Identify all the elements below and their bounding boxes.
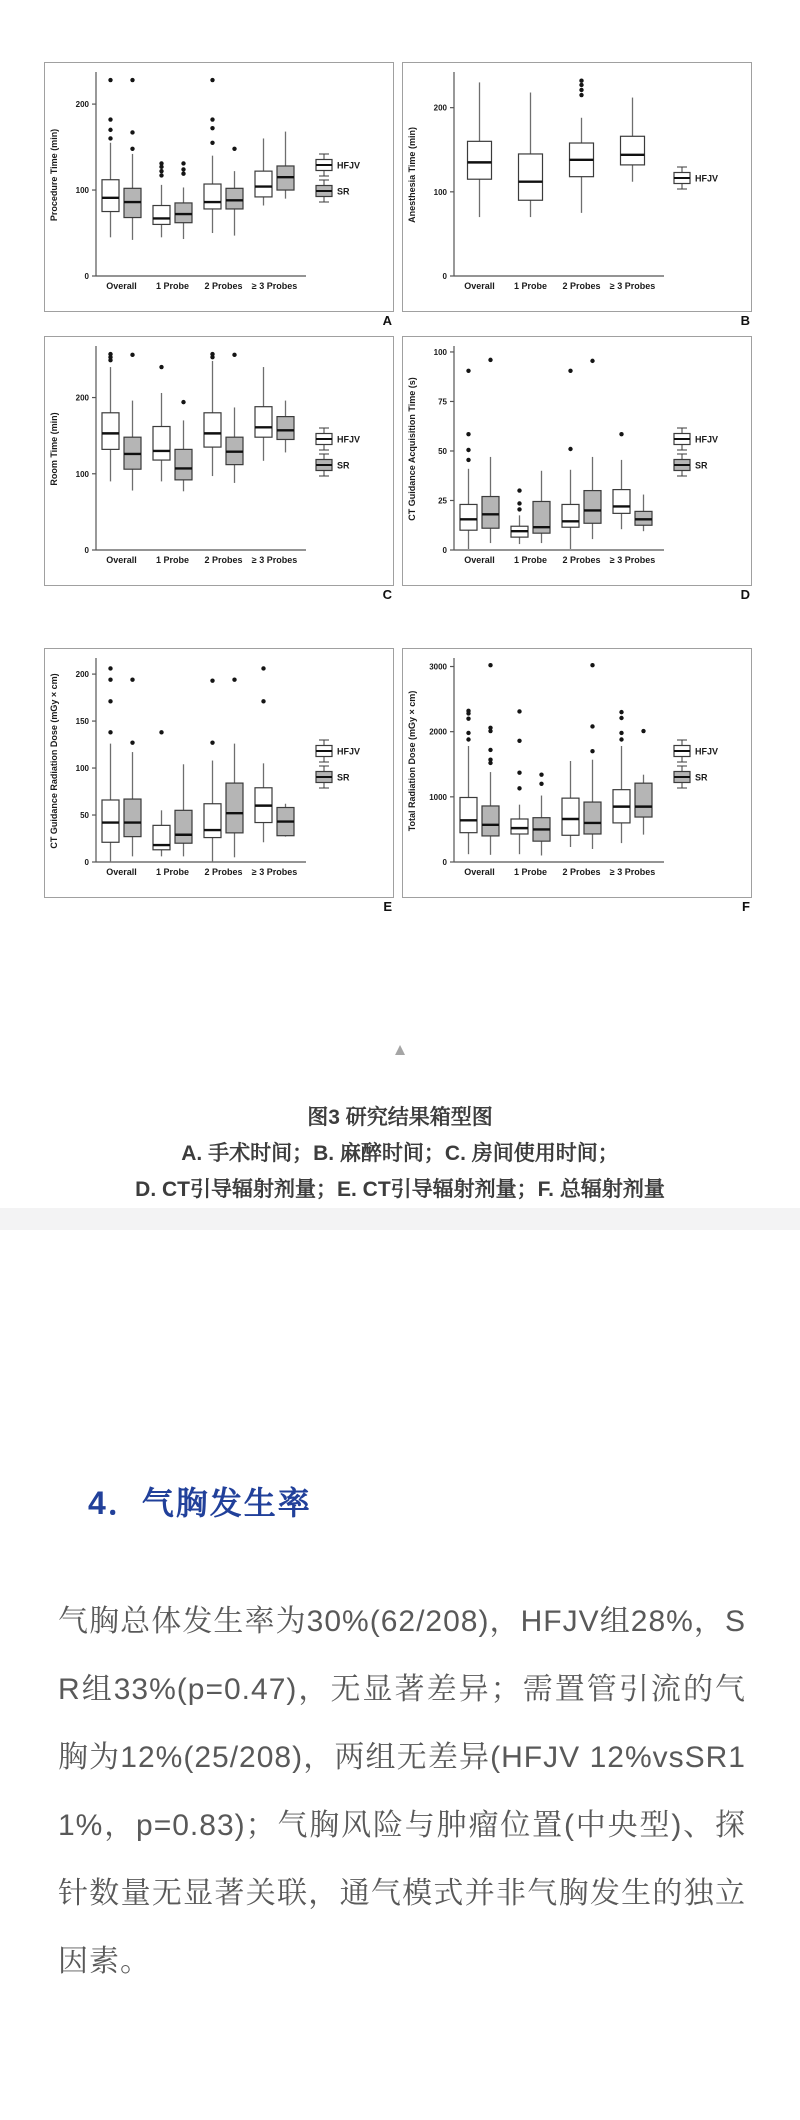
figure-caption-line3: D. CT引导辐射剂量；E. CT引导辐射剂量；F. 总辐射剂量	[135, 1178, 665, 1201]
svg-text:SR: SR	[337, 772, 350, 783]
boxplot-panel-ct-acquisition-time	[402, 336, 752, 606]
svg-text:CT Guidance Acquisition Time (: CT Guidance Acquisition Time (s)	[407, 377, 417, 521]
boxplot-panel-room-time	[44, 336, 394, 606]
svg-text:100: 100	[75, 186, 89, 196]
boxplot-panel-ct-radiation-dose	[44, 648, 394, 918]
svg-text:HFJV: HFJV	[695, 746, 719, 757]
svg-text:200: 200	[75, 393, 89, 403]
svg-text:100: 100	[75, 469, 89, 479]
svg-text:F: F	[742, 899, 750, 914]
svg-text:1 Probe: 1 Probe	[155, 281, 190, 291]
svg-text:SR: SR	[337, 186, 350, 197]
svg-text:3000: 3000	[429, 662, 447, 672]
svg-text:D: D	[740, 587, 750, 602]
svg-text:150: 150	[75, 717, 89, 727]
svg-text:≥ 3 Probes: ≥ 3 Probes	[609, 281, 656, 291]
svg-text:≥ 3 Probes: ≥ 3 Probes	[251, 281, 298, 291]
svg-text:100: 100	[433, 347, 447, 357]
figure-caption-line2: A. 手术时间；B. 麻醉时间；C. 房间使用时间；	[181, 1142, 619, 1165]
svg-text:1 Probe: 1 Probe	[513, 867, 548, 877]
svg-text:≥ 3 Probes: ≥ 3 Probes	[609, 867, 656, 877]
svg-text:0: 0	[442, 272, 447, 281]
svg-text:≥ 3 Probes: ≥ 3 Probes	[251, 867, 298, 877]
svg-text:75: 75	[438, 397, 447, 407]
svg-text:E: E	[383, 899, 392, 914]
body-paragraph: 气胸总体发生率为30%(62/208)，HFJV组28%，SR组33%(p=0.47)，无显著差异；需置管引流的气胸为12%(25/208)，两组无差异(HFJV 12%vsSR11%，p=0.83)；气胸风险与肿瘤位置(中央型)、探针数量无显著关联，通气模式并非气胸发生的独立因素。	[58, 1605, 746, 1978]
svg-text:2 Probes: 2 Probes	[204, 281, 243, 291]
svg-text:HFJV: HFJV	[695, 434, 719, 445]
figure-caption-title: 图3 研究结果箱型图	[307, 1106, 493, 1129]
section-divider	[0, 1208, 800, 1230]
figure-caption	[0, 1100, 800, 1208]
svg-text:Overall: Overall	[464, 555, 495, 565]
section-heading: 4．气胸发生率	[88, 1485, 312, 1521]
svg-text:2 Probes: 2 Probes	[204, 867, 243, 877]
svg-text:Total Radiation Dose (mGy × cm: Total Radiation Dose (mGy × cm)	[407, 690, 417, 832]
svg-text:C: C	[382, 587, 392, 602]
svg-text:Overall: Overall	[464, 867, 495, 877]
svg-text:Overall: Overall	[106, 555, 137, 565]
boxplot-panel-total-radiation-dose	[402, 648, 752, 918]
svg-text:2 Probes: 2 Probes	[562, 281, 601, 291]
svg-text:≥ 3 Probes: ≥ 3 Probes	[251, 555, 298, 565]
svg-text:200: 200	[433, 103, 447, 113]
svg-text:0: 0	[442, 546, 447, 555]
svg-text:1 Probe: 1 Probe	[513, 281, 548, 291]
svg-text:1 Probe: 1 Probe	[155, 867, 190, 877]
svg-text:50: 50	[438, 446, 447, 456]
svg-text:Overall: Overall	[106, 281, 137, 291]
svg-text:Overall: Overall	[464, 281, 495, 291]
svg-text:1000: 1000	[429, 792, 447, 802]
svg-text:Room Time (min): Room Time (min)	[49, 412, 59, 486]
svg-text:1 Probe: 1 Probe	[155, 555, 190, 565]
svg-text:2 Probes: 2 Probes	[562, 867, 601, 877]
svg-text:≥ 3 Probes: ≥ 3 Probes	[609, 555, 656, 565]
svg-text:2 Probes: 2 Probes	[562, 555, 601, 565]
svg-text:0: 0	[84, 272, 89, 281]
collapse-arrow-icon[interactable]: ▲	[391, 1040, 409, 1059]
svg-text:Procedure Time (min): Procedure Time (min)	[49, 128, 59, 222]
svg-text:B: B	[740, 313, 750, 328]
svg-text:SR: SR	[337, 460, 350, 471]
svg-text:200: 200	[75, 670, 89, 680]
svg-text:0: 0	[84, 546, 89, 555]
svg-text:CT Guidance Radiation Dose (mG: CT Guidance Radiation Dose (mGy × cm)	[49, 673, 59, 849]
svg-text:1 Probe: 1 Probe	[513, 555, 548, 565]
svg-text:50: 50	[80, 811, 89, 821]
svg-text:100: 100	[75, 764, 89, 774]
svg-text:2 Probes: 2 Probes	[204, 555, 243, 565]
svg-text:Overall: Overall	[106, 867, 137, 877]
svg-text:0: 0	[442, 858, 447, 867]
svg-text:HFJV: HFJV	[337, 746, 361, 757]
svg-text:0: 0	[84, 858, 89, 867]
boxplot-panel-procedure-time	[44, 62, 394, 332]
svg-text:200: 200	[75, 100, 89, 110]
svg-text:Anesthesia Time (min): Anesthesia Time (min)	[407, 127, 417, 223]
svg-text:A: A	[382, 313, 392, 328]
svg-text:HFJV: HFJV	[695, 173, 719, 184]
svg-text:HFJV: HFJV	[337, 160, 361, 171]
svg-text:100: 100	[433, 187, 447, 197]
svg-text:25: 25	[438, 496, 447, 506]
svg-text:SR: SR	[695, 460, 708, 471]
svg-text:2000: 2000	[429, 727, 447, 737]
svg-text:HFJV: HFJV	[337, 434, 361, 445]
svg-text:SR: SR	[695, 772, 708, 783]
boxplot-panel-anesthesia-time	[402, 62, 752, 332]
